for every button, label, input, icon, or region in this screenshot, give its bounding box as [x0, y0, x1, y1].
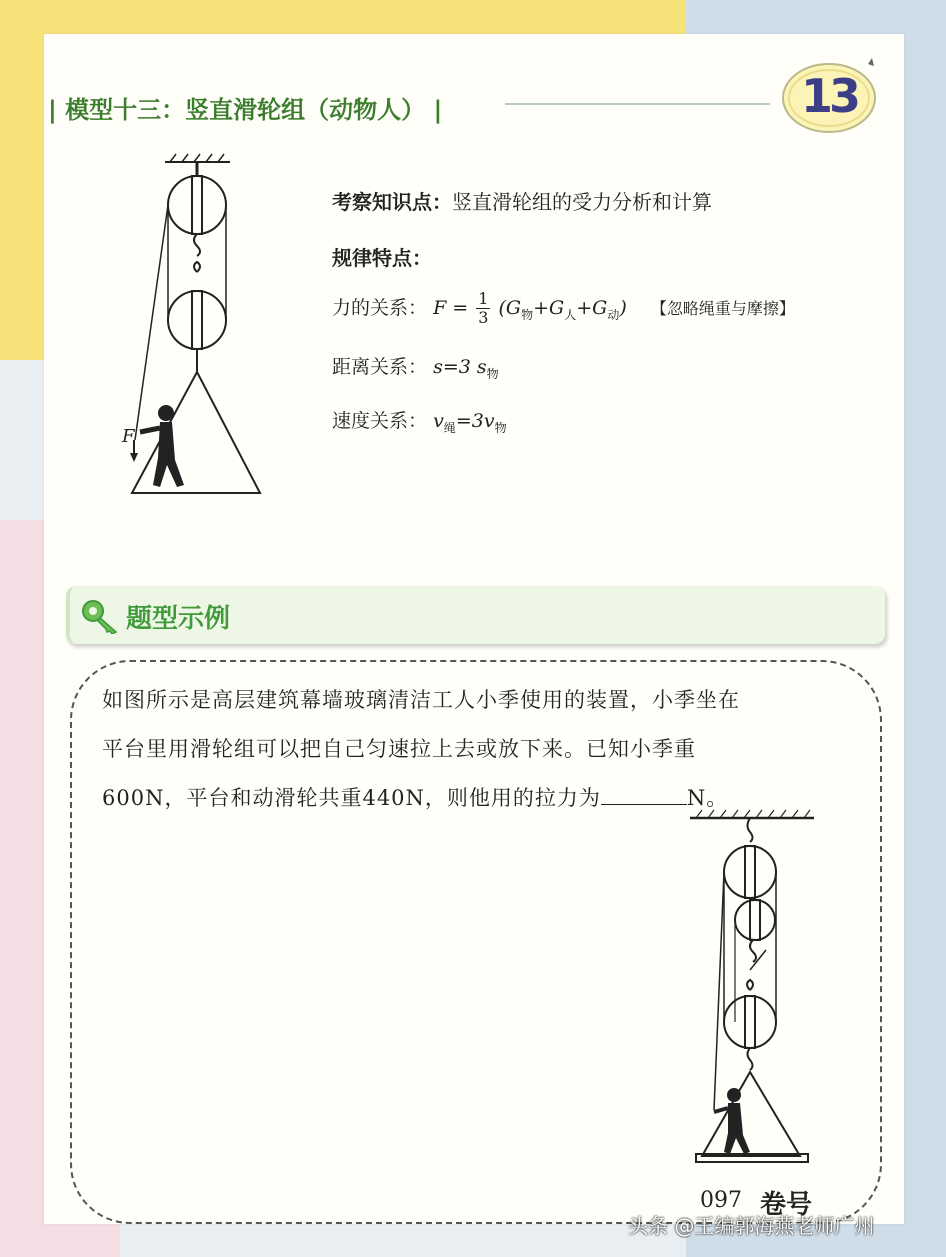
section-title: 题型示例 — [126, 604, 231, 634]
problem-line-2: 平台里用滑轮组可以把自己匀速拉上去或放下来。已知小季重 — [102, 737, 696, 761]
speed-relation — [332, 406, 507, 436]
page-number: 097 — [700, 1188, 742, 1213]
speed-relation-label: 速度关系： — [332, 410, 428, 432]
problem-line-1: 如图所示是高层建筑幕墙玻璃清洁工人小季使用的装置，小季坐在 — [102, 688, 740, 712]
speed-eq: =3 — [455, 410, 484, 432]
title-underline — [505, 103, 770, 105]
knowledge-text: 竖直滑轮组的受力分析和计算 — [452, 190, 712, 214]
volume-label: 卷号 — [760, 1190, 813, 1220]
g-pulley-sub: 动 — [607, 307, 620, 322]
model-number-badge — [778, 54, 880, 138]
model-title: 模型十三：竖直滑轮组（动物人） — [65, 96, 426, 124]
knowledge-label: 考察知识点： — [332, 190, 452, 214]
badge-number: 13 — [800, 69, 857, 123]
title-bar-right: | — [433, 96, 443, 124]
watermark: 头条 @王编郭海燕老师广州 — [628, 1214, 875, 1238]
model-title-row — [48, 90, 442, 125]
g-pulley: G — [592, 297, 608, 319]
force-note: 【忽略绳重与摩擦】 — [650, 299, 795, 318]
speed-rope-sub: 绳 — [443, 420, 456, 435]
distance-relation-label: 距离关系： — [332, 356, 428, 378]
fraction — [476, 290, 490, 327]
problem-line-3-b: N。 — [686, 786, 729, 810]
speed-rope-symbol: v — [433, 410, 444, 432]
force-relation-label: 力的关系： — [332, 297, 428, 319]
distance-relation — [332, 352, 499, 382]
features-label: 规律特点： — [332, 246, 432, 270]
fraction-denominator: 3 — [478, 308, 489, 327]
force-relation: 力的关系： F = $\frac{1}{3}$ $(G_物+G_人+G_动)$ 【忽略绳重与摩擦】 — [332, 289, 795, 327]
distance-eq: =3 — [442, 356, 471, 378]
problem-line-3-a: 600N，平台和动滑轮共重440N，则他用的拉力为 — [102, 786, 601, 810]
speed-object-sub: 物 — [494, 420, 507, 435]
g-object: G — [505, 297, 522, 319]
key-icon — [80, 598, 120, 634]
force-symbol: F — [433, 297, 447, 319]
answer-blank[interactable] — [601, 782, 687, 805]
distance-symbol: s — [433, 356, 443, 378]
knowledge-point — [332, 186, 712, 215]
distance-object-sub: 物 — [486, 366, 499, 381]
force-label: F — [122, 426, 135, 447]
distance-object-symbol: s — [476, 356, 487, 378]
fraction-numerator: 1 — [478, 289, 489, 308]
g-object-sub: 物 — [521, 307, 534, 322]
g-person: G — [549, 297, 565, 319]
title-bar-left: | — [48, 96, 57, 124]
pulley-diagram-bottom — [688, 800, 818, 1170]
g-person-sub: 人 — [564, 307, 577, 322]
speed-object-symbol: v — [483, 410, 495, 432]
pulley-diagram-top — [120, 150, 270, 500]
